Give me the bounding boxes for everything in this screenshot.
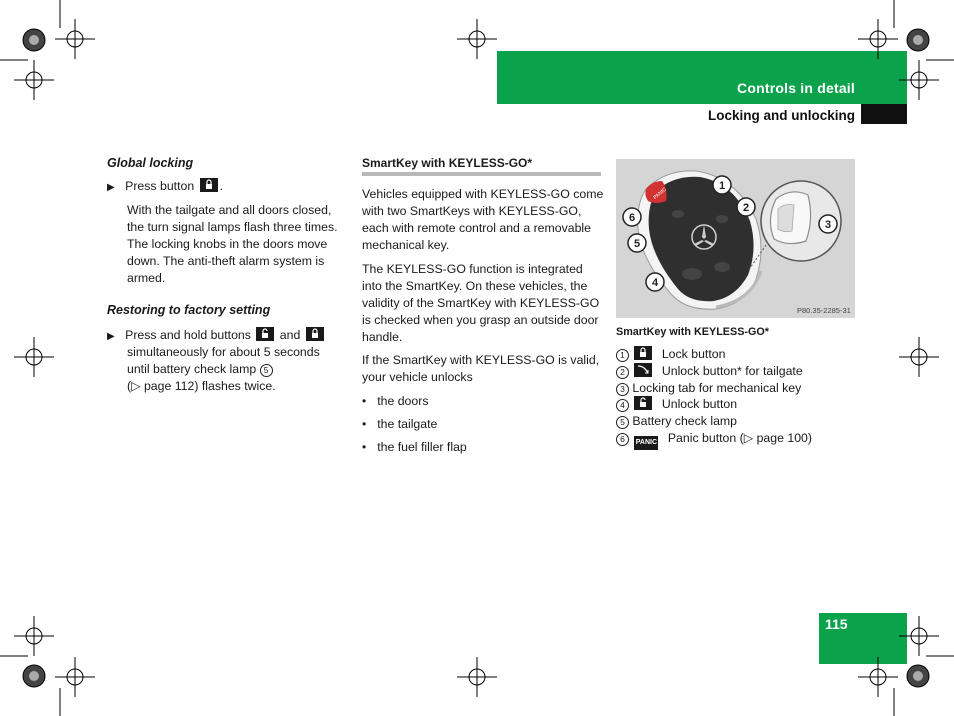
body-line: the turn signal lamps flash three times. xyxy=(127,220,338,234)
body-line: is checked when you grasp an outside door xyxy=(362,313,599,327)
body-line: The KEYLESS-GO function is integrated xyxy=(362,262,583,276)
body-line: simultaneously for about 5 seconds xyxy=(127,345,320,359)
callout-3-label: 3 xyxy=(824,219,832,231)
step-arrow-icon: ▶ xyxy=(107,182,115,193)
step-arrow-icon: ▶ xyxy=(107,331,115,342)
bullet-icon: • xyxy=(362,394,367,408)
global-locking-step-text: Press button xyxy=(125,179,195,193)
body-line: With the tailgate and all doors closed, xyxy=(127,203,332,217)
restoring-and-text: and xyxy=(279,328,301,342)
page-reference-link[interactable]: (▷ page 112) flashes twice. xyxy=(127,379,276,393)
legend-number: 5 xyxy=(616,416,629,429)
body-line: into the SmartKey. On these vehicles, the xyxy=(362,279,588,293)
legend-text[interactable]: Panic button (▷ page 100) xyxy=(667,431,812,445)
legend-number: 3 xyxy=(616,383,629,396)
bullet-icon: • xyxy=(362,417,367,431)
legend-text: Unlock button* for tailgate xyxy=(661,364,803,378)
figure-caption: SmartKey with KEYLESS-GO* xyxy=(616,326,769,338)
section-title: Controls in detail xyxy=(737,80,855,96)
callout-5-label: 5 xyxy=(633,238,641,250)
page-number: 115 xyxy=(825,616,848,632)
callout-number: 5 xyxy=(260,364,273,377)
body-line: mechanical key. xyxy=(362,238,450,252)
list-item-text: the tailgate xyxy=(377,417,438,431)
body-line: armed. xyxy=(127,271,166,285)
global-locking-heading: Global locking xyxy=(107,156,194,170)
callout-1-label: 1 xyxy=(718,180,726,192)
legend-text: Unlock button xyxy=(661,397,738,411)
legend-number: 6 xyxy=(616,433,629,446)
body-line: If the SmartKey with KEYLESS-GO is valid, xyxy=(362,353,600,367)
legend-number: 4 xyxy=(616,399,629,412)
list-item-text: the fuel filler flap xyxy=(377,440,467,454)
callout-4-label: 4 xyxy=(651,277,659,289)
legend-text: Battery check lamp xyxy=(632,414,737,428)
panic-icon: PANIC xyxy=(634,436,658,450)
callout-6-label: 6 xyxy=(628,212,636,224)
panic-label: PANIC xyxy=(652,186,668,201)
callout-2-label: 2 xyxy=(742,202,750,214)
restoring-line1-text: Press and hold buttons xyxy=(125,328,251,342)
body-line: Vehicles equipped with KEYLESS-GO come xyxy=(362,187,604,201)
body-line: until battery check lamp xyxy=(127,362,257,376)
legend-number: 2 xyxy=(616,366,629,379)
body-line: handle. xyxy=(362,330,403,344)
smartkey-heading: SmartKey with KEYLESS-GO* xyxy=(362,156,533,170)
list-item-text: the doors xyxy=(377,394,429,408)
restoring-heading: Restoring to factory setting xyxy=(107,303,271,317)
bullet-icon: • xyxy=(362,440,367,454)
global-locking-step-end: . xyxy=(219,179,224,193)
body-line: The locking knobs in the doors move xyxy=(127,237,328,251)
body-line: down. The anti-theft alarm system is xyxy=(127,254,325,268)
legend-text: Locking tab for mechanical key xyxy=(632,381,802,395)
subsection-title: Locking and unlocking xyxy=(707,108,855,123)
figure-code: P80.35-2285-31 xyxy=(797,306,851,315)
body-line: with two SmartKeys with KEYLESS-GO, xyxy=(362,204,582,218)
body-line: each with remote control and a removable xyxy=(362,221,591,235)
body-line: your vehicle unlocks xyxy=(362,370,473,384)
legend-text: Lock button xyxy=(661,347,726,361)
body-line: validity of the SmartKey with KEYLESS-GO xyxy=(362,296,600,310)
legend-number: 1 xyxy=(616,349,629,362)
